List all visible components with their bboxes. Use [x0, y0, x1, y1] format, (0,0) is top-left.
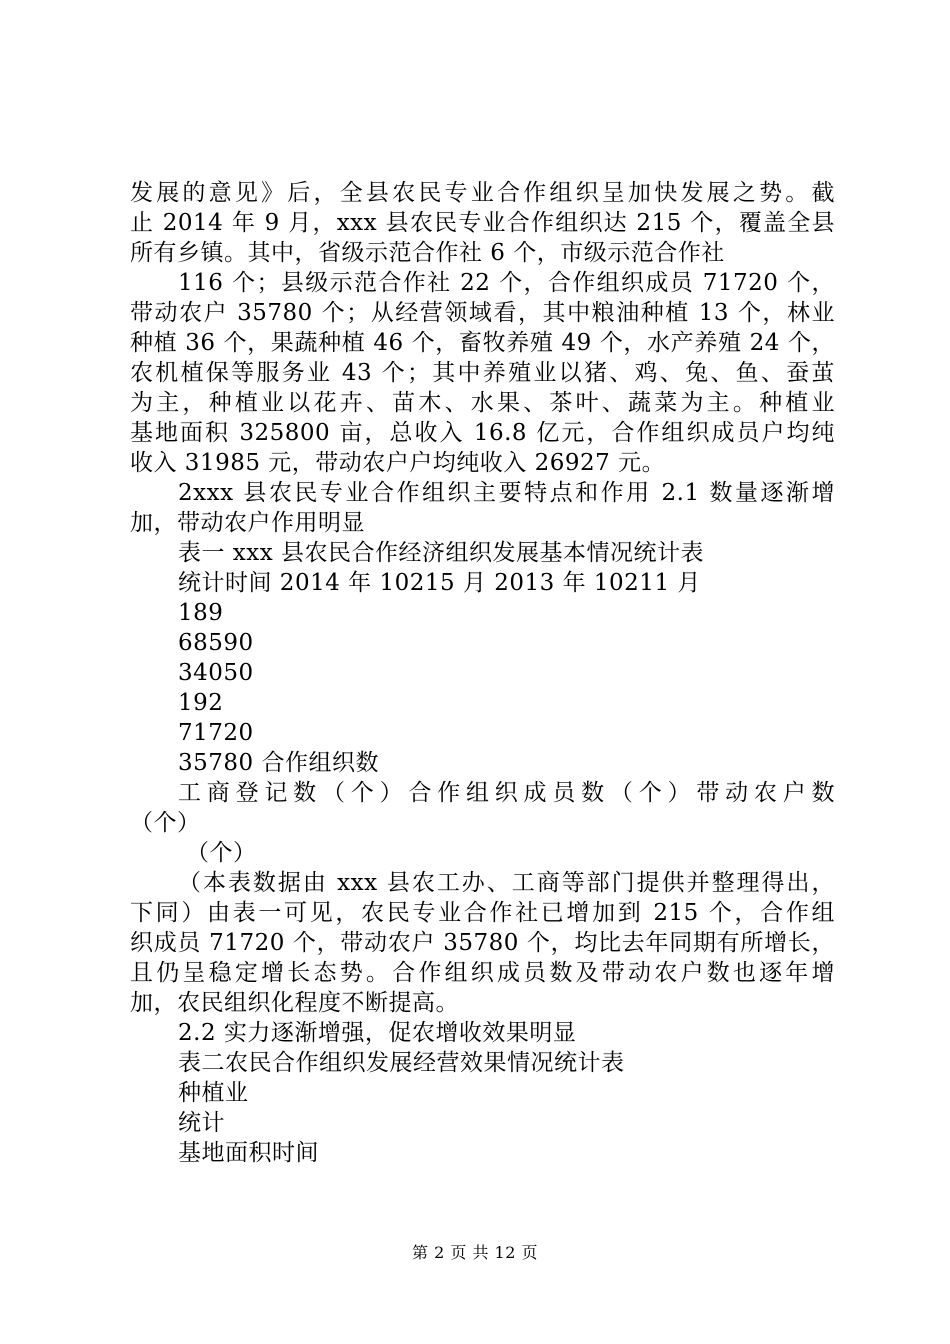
- table-text-line: 统计时间 2014 年 10215 月 2013 年 10211 月: [178, 570, 701, 596]
- section-heading-line: 加，带动农户作用明显: [130, 510, 365, 536]
- table-text-line: 基地面积时间: [178, 1140, 319, 1166]
- table-text-line: 统计: [178, 1110, 225, 1136]
- paragraph-line: 且仍呈稳定增长态势。合作组织成员数及带动农户数也逐年增: [130, 960, 835, 986]
- table-value: 68590: [178, 630, 254, 656]
- paragraph-line: 收入 31985 元，带动农户户均纯收入 26927 元。: [130, 450, 666, 476]
- paragraph-line: 带动农户 35780 个；从经营领域看，其中粮油种植 13 个，林业: [130, 300, 835, 326]
- page-number-footer: 第 2 页 共 12 页: [412, 1243, 538, 1262]
- table-value: 192: [178, 690, 224, 716]
- paragraph-line: 下同）由表一可见，农民专业合作社已增加到 215 个，合作组: [130, 900, 835, 926]
- paragraph-line: 发展的意见》后，全县农民专业合作组织呈加快发展之势。截: [130, 180, 835, 206]
- document-body: [130, 178, 835, 1168]
- section-heading-line: 2xxx 县农民专业合作组织主要特点和作用 2.1 数量逐渐增: [178, 480, 835, 506]
- paragraph-line: 为主，种植业以花卉、苗木、水果、茶叶、蔬菜为主。种植业: [130, 390, 835, 416]
- table-value: 71720: [178, 720, 254, 746]
- table-text-line: 35780 合作组织数: [178, 750, 379, 776]
- table-text-line: （个）: [130, 810, 201, 836]
- table-value: 34050: [178, 660, 254, 686]
- paragraph-line: （本表数据由 xxx 县农工办、工商等部门提供并整理得出，: [178, 870, 835, 896]
- table-text-line: 工商登记数（个）合作组织成员数（个）带动农户数: [178, 780, 835, 806]
- paragraph-line: 种植 36 个，果蔬种植 46 个，畜牧养殖 49 个，水产养殖 24 个，: [130, 330, 835, 356]
- paragraph-line: 止 2014 年 9 月，xxx 县农民专业合作组织达 215 个，覆盖全县: [130, 210, 835, 236]
- table-text-line: （个）: [186, 840, 257, 866]
- paragraph-line: 织成员 71720 个，带动农户 35780 个，均比去年同期有所增长，: [130, 930, 835, 956]
- paragraph-line: 农机植保等服务业 43 个；其中养殖业以猪、鸡、兔、鱼、蚕茧: [130, 360, 835, 386]
- paragraph-line: 基地面积 325800 亩，总收入 16.8 亿元，合作组织成员户均纯: [130, 420, 835, 446]
- table-value: 189: [178, 600, 224, 626]
- table-caption: 表一 xxx 县农民合作经济组织发展基本情况统计表: [178, 540, 705, 566]
- paragraph-line: 116 个；县级示范合作社 22 个，合作组织成员 71720 个，: [178, 270, 835, 296]
- paragraph-line: 所有乡镇。其中，省级示范合作社 6 个，市级示范合作社: [130, 240, 725, 266]
- paragraph-line: 加，农民组织化程度不断提高。: [130, 990, 459, 1016]
- table-text-line: 种植业: [178, 1080, 249, 1106]
- table-caption: 表二农民合作组织发展经营效果情况统计表: [178, 1050, 625, 1076]
- section-heading-line: 2.2 实力逐渐增强，促农增收效果明显: [178, 1020, 577, 1046]
